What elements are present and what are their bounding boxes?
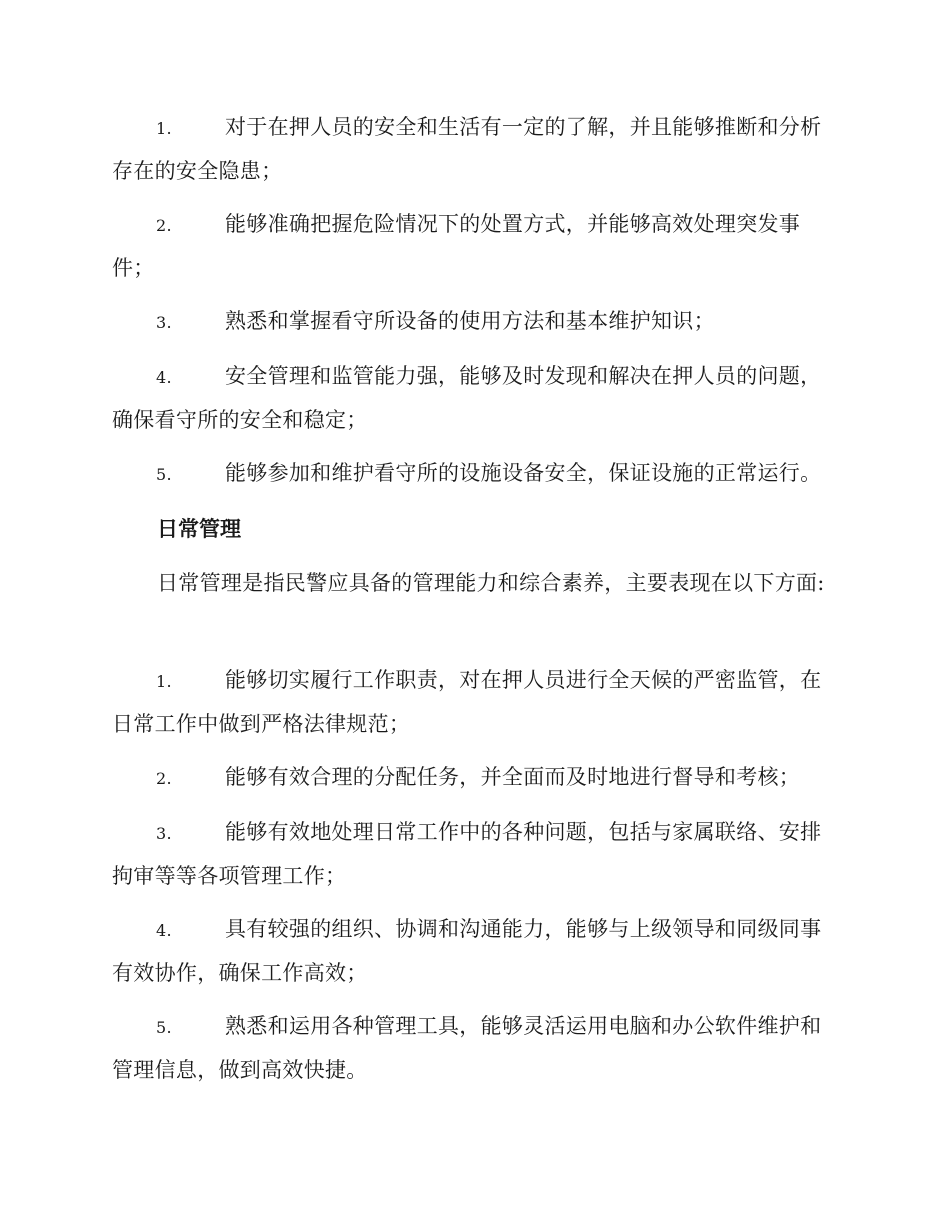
list-item-number: 1. <box>156 672 172 691</box>
list-item-text: 安全管理和监管能力强，能够及时发现和解决在押人员的问题，确保看守所的安全和稳定； <box>112 364 822 432</box>
list-item-number: 5. <box>156 465 172 484</box>
list-item-text: 具有较强的组织、协调和沟通能力，能够与上级领导和同级同事有效协作，确保工作高效； <box>112 917 822 985</box>
list-item <box>112 811 834 897</box>
list-item-number: 4. <box>156 368 172 387</box>
list-item-text: 能够切实履行工作职责，对在押人员进行全天候的严密监管，在日常工作中做到严格法律规范； <box>112 668 822 736</box>
list-item-text: 能够有效合理的分配任务，并全面而及时地进行督导和考核； <box>225 765 801 789</box>
list-item-number: 3. <box>156 313 172 332</box>
list-item-text: 能够准确把握危险情况下的处置方式，并能够高效处理突发事件； <box>112 212 801 280</box>
list-item <box>112 1005 834 1091</box>
list-item-number: 3. <box>156 824 172 843</box>
list-item-number: 4. <box>156 921 172 940</box>
list-item-text: 能够参加和维护看守所的设施设备安全，保证设施的正常运行。 <box>225 461 822 485</box>
list-item <box>112 659 834 745</box>
section-heading: 日常管理 <box>157 517 241 541</box>
list-item <box>112 203 834 289</box>
list-item-text: 能够有效地处理日常工作中的各种问题，包括与家属联络、安排拘审等等各项管理工作； <box>112 820 822 888</box>
list-item <box>112 106 834 192</box>
list-item <box>112 908 834 994</box>
list-item <box>112 756 834 800</box>
list-item-number: 5. <box>156 1018 172 1037</box>
intro-paragraph: 日常管理是指民警应具备的管理能力和综合素养，主要表现在以下方面: <box>157 571 825 595</box>
list-item <box>112 355 834 441</box>
list-item <box>112 452 834 496</box>
list-item-number: 2. <box>156 216 172 235</box>
list-item-text: 熟悉和运用各种管理工具，能够灵活运用电脑和办公软件维护和管理信息，做到高效快捷。 <box>112 1014 822 1082</box>
list-item-number: 1. <box>156 119 172 138</box>
list-item-number: 2. <box>156 769 172 788</box>
list-item <box>112 300 834 344</box>
list-item-text: 熟悉和掌握看守所设备的使用方法和基本维护知识； <box>225 309 715 333</box>
list-item-text: 对于在押人员的安全和生活有一定的了解，并且能够推断和分析存在的安全隐患； <box>112 115 822 183</box>
